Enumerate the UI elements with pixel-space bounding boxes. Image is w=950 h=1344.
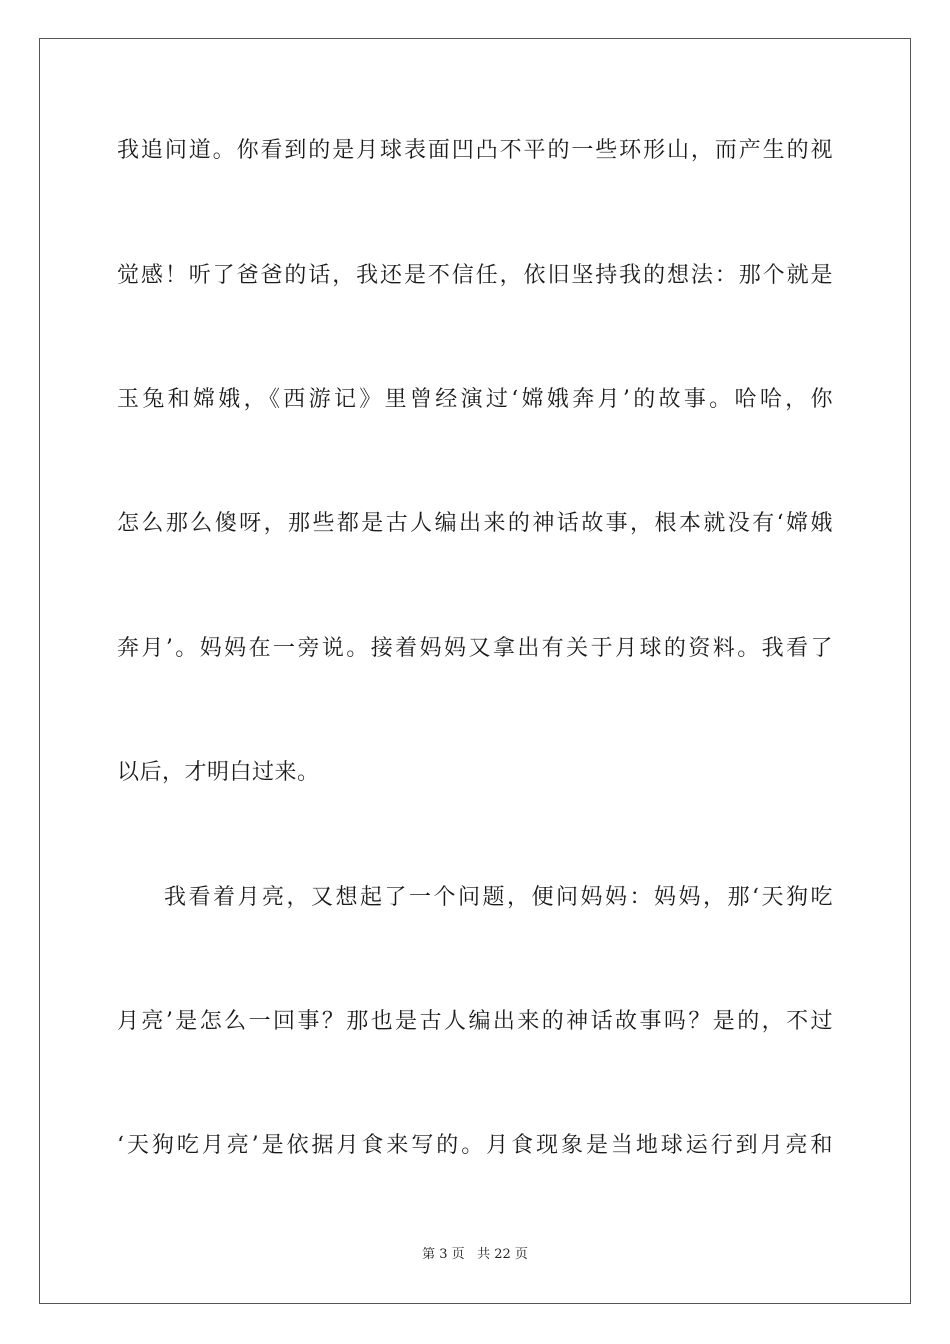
page-footer — [0, 1246, 950, 1264]
paragraph-line: 怎么那么傻呀，那些都是古人编出来的神话故事，根本就没有‘嫦娥 — [117, 511, 833, 536]
paragraph-line: 我追问道。你看到的是月球表面凹凸不平的一些环形山，而产生的视 — [117, 138, 833, 163]
paragraph-line: 月亮’是怎么一回事？那也是古人编出来的神话故事吗？是的，不过 — [117, 1009, 833, 1034]
paragraph-line: 以后，才明白过来。 — [117, 760, 320, 785]
page-total: 共 22 页 — [477, 1247, 528, 1262]
paragraph-line: ‘天狗吃月亮’是依据月食来写的。月食现象是当地球运行到月亮和 — [117, 1133, 833, 1158]
page-border — [39, 38, 911, 1304]
paragraph-line: 我看着月亮，又想起了一个问题，便问妈妈：妈妈，那‘天狗吃 — [164, 885, 833, 910]
paragraph-line: 觉感！听了爸爸的话，我还是不信任，依旧坚持我的想法：那个就是 — [117, 263, 833, 288]
paragraph-line: 奔月’。妈妈在一旁说。接着妈妈又拿出有关于月球的资料。我看了 — [117, 636, 833, 661]
page-number: 第 3 页 — [422, 1247, 465, 1262]
paragraph-line: 玉兔和嫦娥，《西游记》里曾经演过‘嫦娥奔月’的故事。哈哈，你 — [117, 387, 833, 412]
